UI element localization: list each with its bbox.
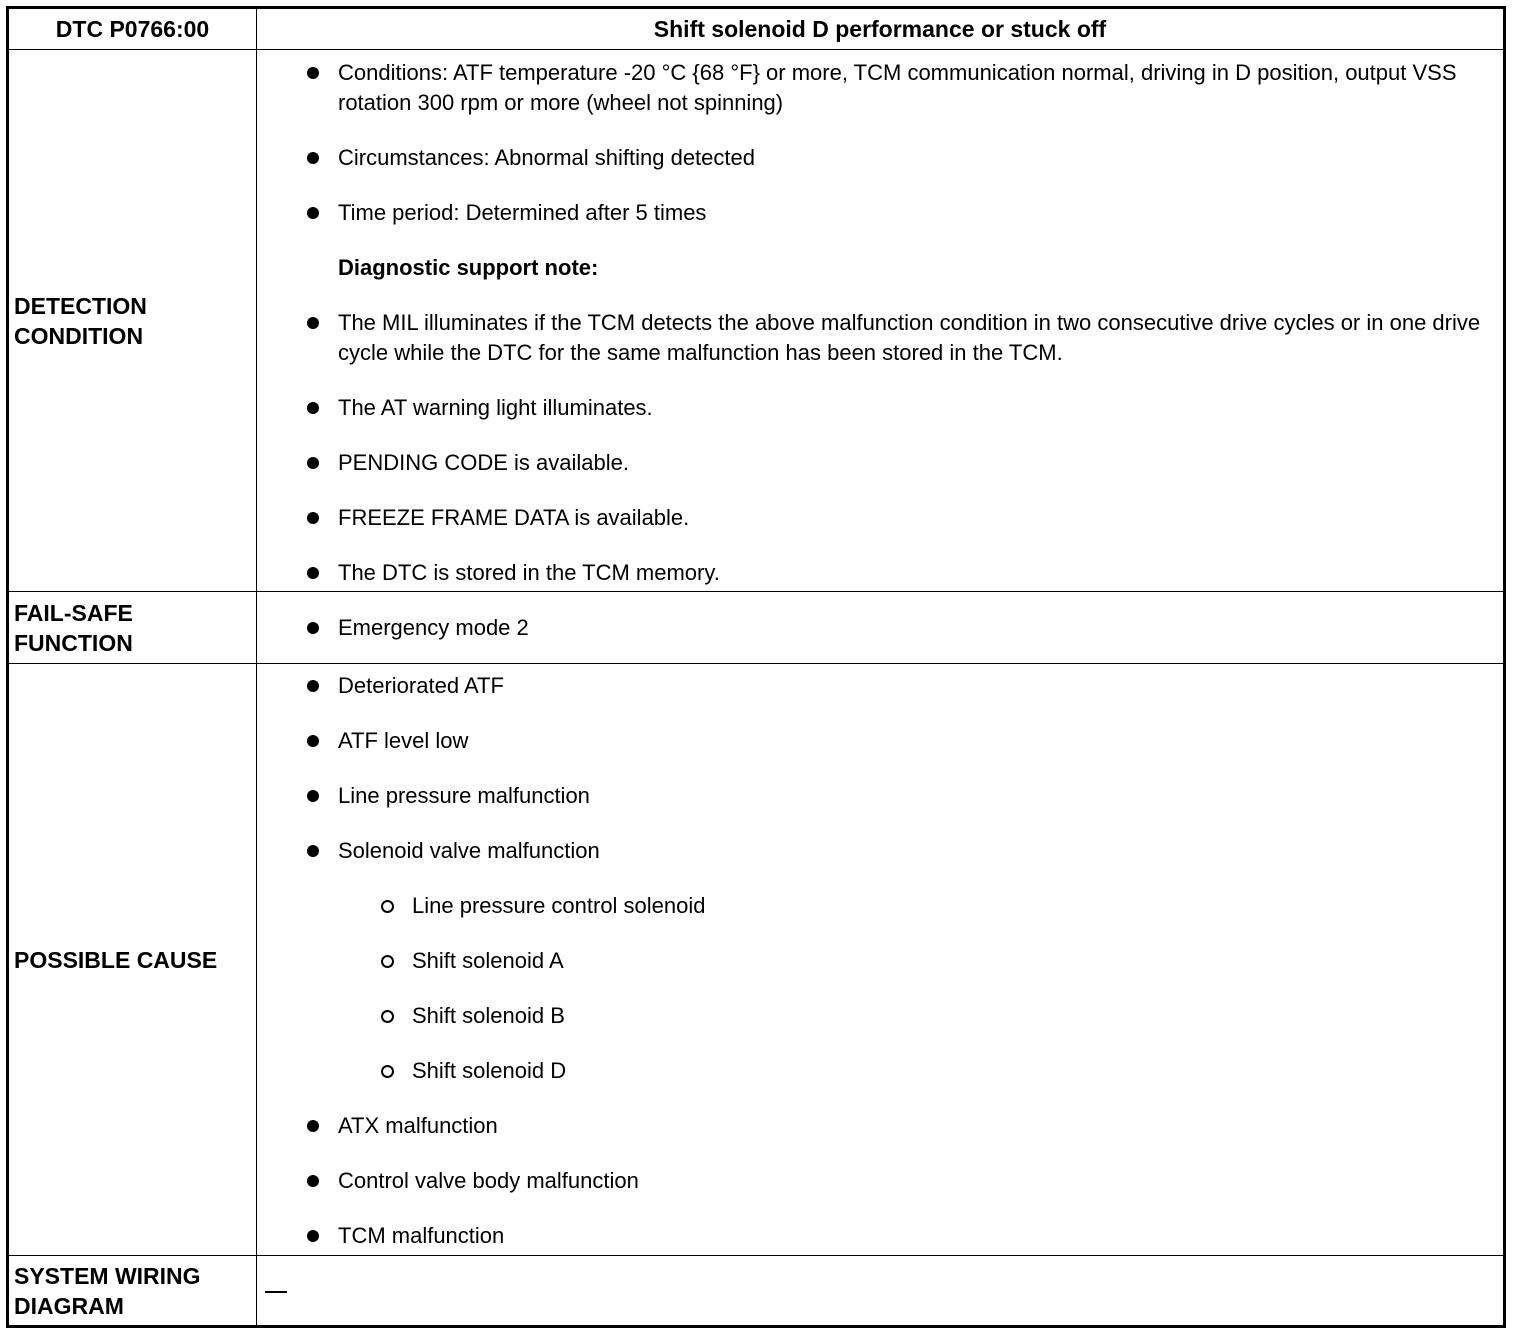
bullet-icon xyxy=(307,512,319,524)
bullet-icon xyxy=(307,207,319,219)
wiring-content xyxy=(257,1256,1503,1325)
failsafe-content: Emergency mode 2 xyxy=(257,592,1503,663)
circle-bullet-icon xyxy=(381,1065,394,1078)
bullet-icon xyxy=(307,790,319,802)
wiring-label: SYSTEM WIRING DIAGRAM xyxy=(9,1256,257,1325)
detection-label: DETECTION CONDITION xyxy=(9,50,257,591)
failsafe-row xyxy=(9,591,1503,663)
cause-content: Deteriorated ATF ATF level low Line pressure malfunction Solenoid valve malfunction Line pressure control solenoid Shift solenoid A Shift solenoid B Shift solenoid D ATX malfunction Control valve body malfunction TCM malfunction xyxy=(257,664,1503,1255)
cause-row xyxy=(9,663,1503,1255)
bullet-icon xyxy=(307,1230,319,1242)
failsafe-label: FAIL-SAFE FUNCTION xyxy=(9,592,257,663)
dtc-code: DTC P0766:00 xyxy=(9,9,257,49)
empty-dash xyxy=(265,1291,287,1293)
header-row xyxy=(9,9,1503,49)
dtc-table xyxy=(6,6,1506,1328)
detection-content: Conditions: ATF temperature -20 °C {68 °F} or more, TCM communication normal, driving in D position, output VSS rotation 300 rpm or more (wheel not spinning) Circumstances: Abnormal shifting detected Time period: Determined after 5 times Diagnostic support note: The MIL illuminates if the TCM detects the above malfunction condition in two consecutive drive cycles or in one drive cycle while the DTC for the same malfunction has been stored in the TCM. The AT warning light illuminates. PENDING CODE is available. FREEZE FRAME DATA is available. The DTC is stored in the TCM memory. xyxy=(257,50,1503,591)
bullet-icon xyxy=(307,402,319,414)
circle-bullet-icon xyxy=(381,955,394,968)
dtc-title: Shift solenoid D performance or stuck off xyxy=(653,15,1107,42)
bullet-icon xyxy=(307,735,319,747)
bullet-icon xyxy=(307,1175,319,1187)
bullet-icon xyxy=(307,622,319,634)
bullet-icon xyxy=(307,152,319,164)
bullet-icon xyxy=(307,1120,319,1132)
bullet-icon xyxy=(307,457,319,469)
bullet-icon xyxy=(307,567,319,579)
circle-bullet-icon xyxy=(381,1010,394,1023)
bullet-icon xyxy=(307,317,319,329)
wiring-row xyxy=(9,1255,1503,1325)
bullet-icon xyxy=(307,845,319,857)
bullet-icon xyxy=(307,67,319,79)
cause-label: POSSIBLE CAUSE xyxy=(9,664,257,1255)
bullet-icon xyxy=(307,680,319,692)
detection-row xyxy=(9,49,1503,591)
circle-bullet-icon xyxy=(381,900,394,913)
